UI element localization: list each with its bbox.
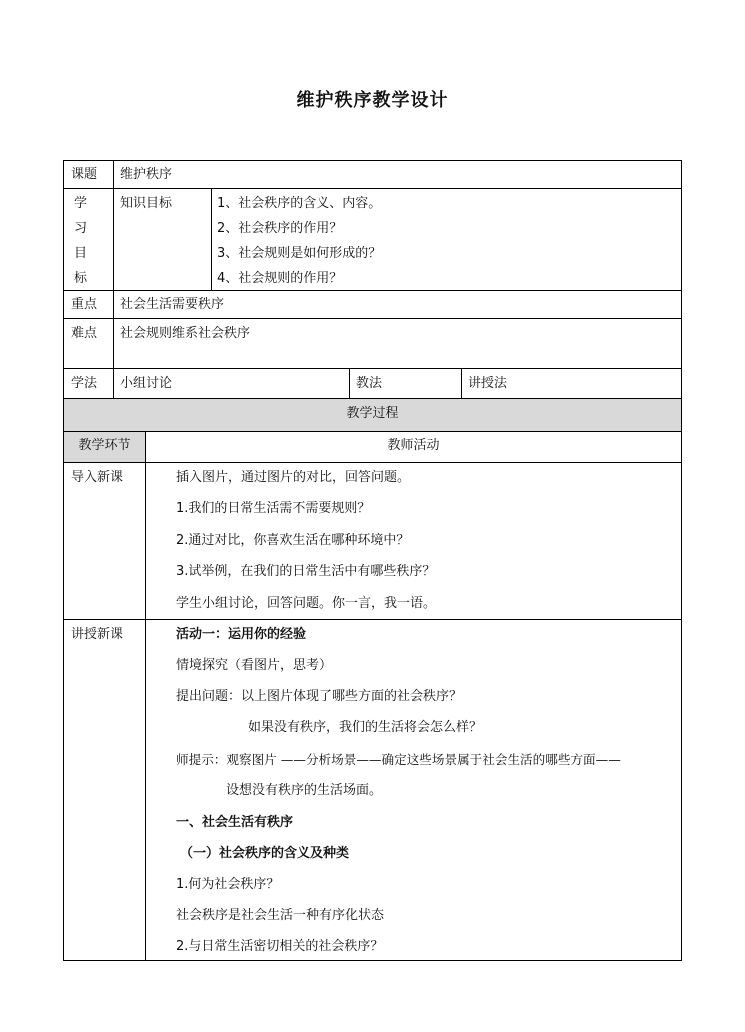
hint-line: 师提示：观察图片 ——分析场景——确定这些场景属于社会生活的哪些方面—— xyxy=(176,752,621,767)
col-divider xyxy=(461,368,462,398)
col-divider xyxy=(211,188,212,290)
goal-item: 3、社会规则是如何形成的？ xyxy=(217,246,382,261)
study-method-label: 学法 xyxy=(71,376,98,391)
col-divider xyxy=(145,431,146,960)
intro-line: 2.通过对比，你喜欢生活在哪种环境中？ xyxy=(176,533,410,548)
row-divider xyxy=(64,619,681,620)
section-heading: 一、社会生活有秩序 xyxy=(176,815,294,830)
goal-label-char: 标 xyxy=(74,271,88,286)
row-divider xyxy=(64,318,681,319)
col-divider xyxy=(349,368,350,398)
lecture-stage-label: 讲授新课 xyxy=(71,627,124,642)
intro-stage-label: 导入新课 xyxy=(71,470,124,485)
row-divider xyxy=(64,431,681,432)
stage-column-header: 教学环节 xyxy=(78,438,131,453)
activity-title: 活动一：运用你的经验 xyxy=(176,627,307,642)
goal-label-char: 学 xyxy=(74,196,88,211)
goal-item: 2、社会秩序的作用？ xyxy=(217,221,343,236)
row-divider xyxy=(64,290,681,291)
row-divider xyxy=(64,462,681,463)
col-divider xyxy=(113,161,114,398)
question-1: 1.何为社会秩序？ xyxy=(176,877,280,892)
intro-line: 1.我们的日常生活需不需要规则？ xyxy=(176,501,371,516)
answer-1: 社会秩序是社会生活一种有序化状态 xyxy=(176,908,385,923)
goal-item: 4、社会规则的作用？ xyxy=(217,271,343,286)
study-method-value: 小组讨论 xyxy=(120,376,173,391)
goal-item: 1、社会秩序的含义、内容。 xyxy=(217,196,382,211)
hint-line-2: 设想没有秩序的生活场面。 xyxy=(226,783,383,798)
course-value: 维护秩序 xyxy=(120,167,173,182)
intro-line: 插入图片，通过图片的对比，回答问题。 xyxy=(176,470,411,485)
row-divider xyxy=(64,398,681,399)
question-2: 2.与日常生活密切相关的社会秩序？ xyxy=(176,939,384,954)
question-line: 提出问题：以上图片体现了哪些方面的社会秩序？ xyxy=(176,689,463,704)
subsection-heading: （一）社会秩序的含义及种类 xyxy=(180,846,350,861)
difficulty-value: 社会规则维系社会秩序 xyxy=(120,326,251,341)
course-label: 课题 xyxy=(71,167,98,182)
intro-line: 学生小组讨论，回答问题。你一言，我一语。 xyxy=(176,596,437,611)
key-point-label: 重点 xyxy=(71,297,98,312)
intro-line: 3.试举例，在我们的日常生活中有哪些秩序？ xyxy=(176,564,436,579)
knowledge-goal-label: 知识目标 xyxy=(120,196,173,211)
question-line-2: 如果没有秩序，我们的生活将会怎么样？ xyxy=(248,720,483,735)
difficulty-label: 难点 xyxy=(71,326,98,341)
key-point-value: 社会生活需要秩序 xyxy=(120,297,225,312)
goal-label-char: 习 xyxy=(74,221,88,236)
teaching-method-label: 教法 xyxy=(356,376,383,391)
goal-label-char: 目 xyxy=(74,246,88,261)
row-divider xyxy=(64,188,681,189)
situation-line: 情境探究（看图片，思考） xyxy=(176,658,333,673)
lesson-plan-table xyxy=(63,160,682,961)
teacher-activity-column-header: 教师活动 xyxy=(387,438,440,453)
row-divider xyxy=(64,368,681,369)
page-title: 维护秩序教学设计 xyxy=(296,90,449,111)
process-header: 教学过程 xyxy=(346,406,399,421)
teaching-method-value: 讲授法 xyxy=(468,376,508,391)
